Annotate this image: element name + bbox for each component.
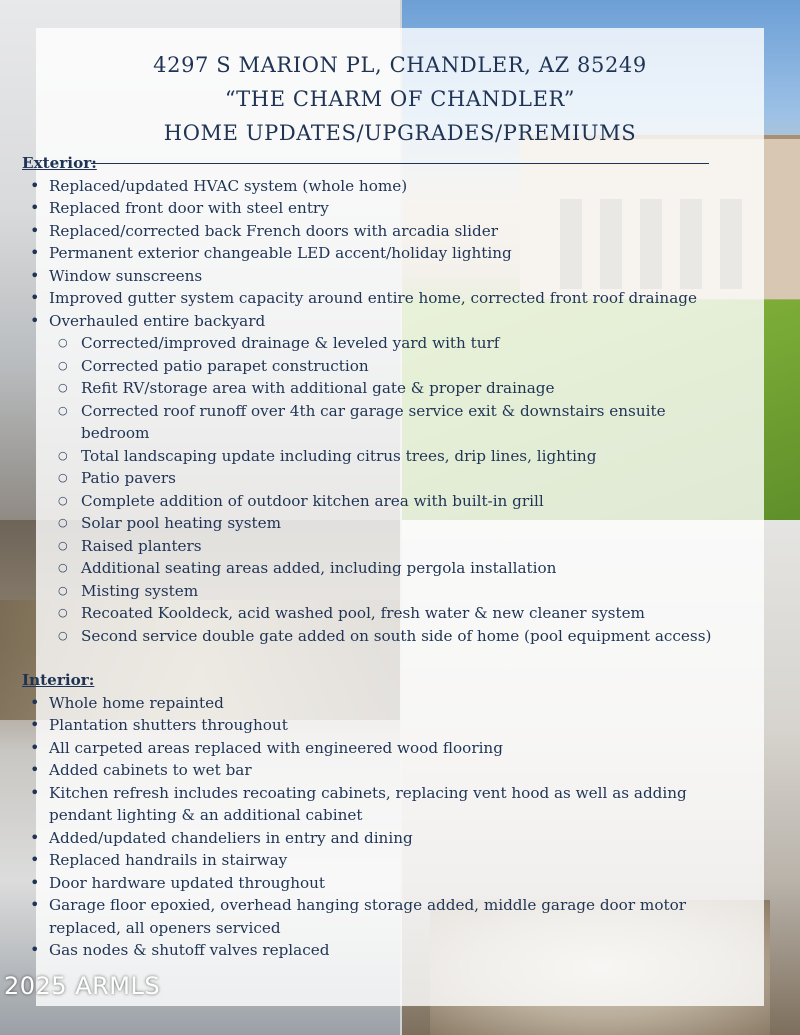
sublist-item: ○ Corrected roof runoff over 4th car garage service exit & downstairs ensuite bedroom	[22, 400, 722, 445]
list-item: • Replaced/corrected back French doors with arcadia slider	[22, 220, 722, 243]
tagline-heading: “THE CHARM OF CHANDLER”	[224, 87, 576, 111]
sublist-item: ○ Complete addition of outdoor kitchen area with built-in grill	[22, 490, 722, 513]
sublist-item: ○ Second service double gate added on south side of home (pool equipment access)	[22, 625, 722, 648]
section-spacer	[22, 647, 722, 669]
list-item: • Gas nodes & shutoff valves replaced	[22, 939, 722, 962]
sublist-item: ○ Recoated Kooldeck, acid washed pool, fresh water & new cleaner system	[22, 602, 722, 625]
exterior-section-title: Exterior:	[22, 154, 97, 172]
subtitle-heading: HOME UPDATES/UPGRADES/PREMIUMS	[163, 121, 637, 145]
list-item: • Kitchen refresh includes recoating cabinets, replacing vent hood as well as adding pendant lighting & an additional cabinet	[22, 782, 722, 827]
list-item: • Door hardware updated throughout	[22, 872, 722, 895]
list-item: • Added cabinets to wet bar	[22, 759, 722, 782]
list-item: • Replaced handrails in stairway	[22, 849, 722, 872]
sublist-item: ○ Total landscaping update including citrus trees, drip lines, lighting	[22, 445, 722, 468]
sublist-item: ○ Refit RV/storage area with additional gate & proper drainage	[22, 377, 722, 400]
address-heading: 4297 S MARION PL, CHANDLER, AZ 85249	[153, 53, 647, 77]
sublist-item: ○ Patio pavers	[22, 467, 722, 490]
list-item: • Plantation shutters throughout	[22, 714, 722, 737]
list-item: • Replaced front door with steel entry	[22, 197, 722, 220]
updates-list	[22, 152, 722, 962]
sublist-item: ○ Misting system	[22, 580, 722, 603]
document-header	[36, 28, 764, 150]
sublist-item: ○ Additional seating areas added, including pergola installation	[22, 557, 722, 580]
list-item: • Improved gutter system capacity around entire home, corrected front roof drainage	[22, 287, 722, 310]
interior-section-title: Interior:	[22, 671, 95, 689]
list-item: • Overhauled entire backyard	[22, 310, 722, 333]
sublist-item: ○ Corrected/improved drainage & leveled yard with turf	[22, 332, 722, 355]
exterior-list	[22, 175, 722, 333]
list-item: • Whole home repainted	[22, 692, 722, 715]
interior-list	[22, 692, 722, 962]
list-item: • Permanent exterior changeable LED accent/holiday lighting	[22, 242, 722, 265]
list-item: • Replaced/updated HVAC system (whole home)	[22, 175, 722, 198]
list-item: • Added/updated chandeliers in entry and dining	[22, 827, 722, 850]
sublist-item: ○ Solar pool heating system	[22, 512, 722, 535]
list-item: • All carpeted areas replaced with engineered wood flooring	[22, 737, 722, 760]
list-item: • Garage floor epoxied, overhead hanging storage added, middle garage door motor replaced, all openers serviced	[22, 894, 722, 939]
sublist-item: ○ Raised planters	[22, 535, 722, 558]
mls-watermark: 2025 ARMLS	[4, 972, 161, 1000]
backyard-sublist	[22, 332, 722, 647]
list-item: • Window sunscreens	[22, 265, 722, 288]
sublist-item: ○ Corrected patio parapet construction	[22, 355, 722, 378]
